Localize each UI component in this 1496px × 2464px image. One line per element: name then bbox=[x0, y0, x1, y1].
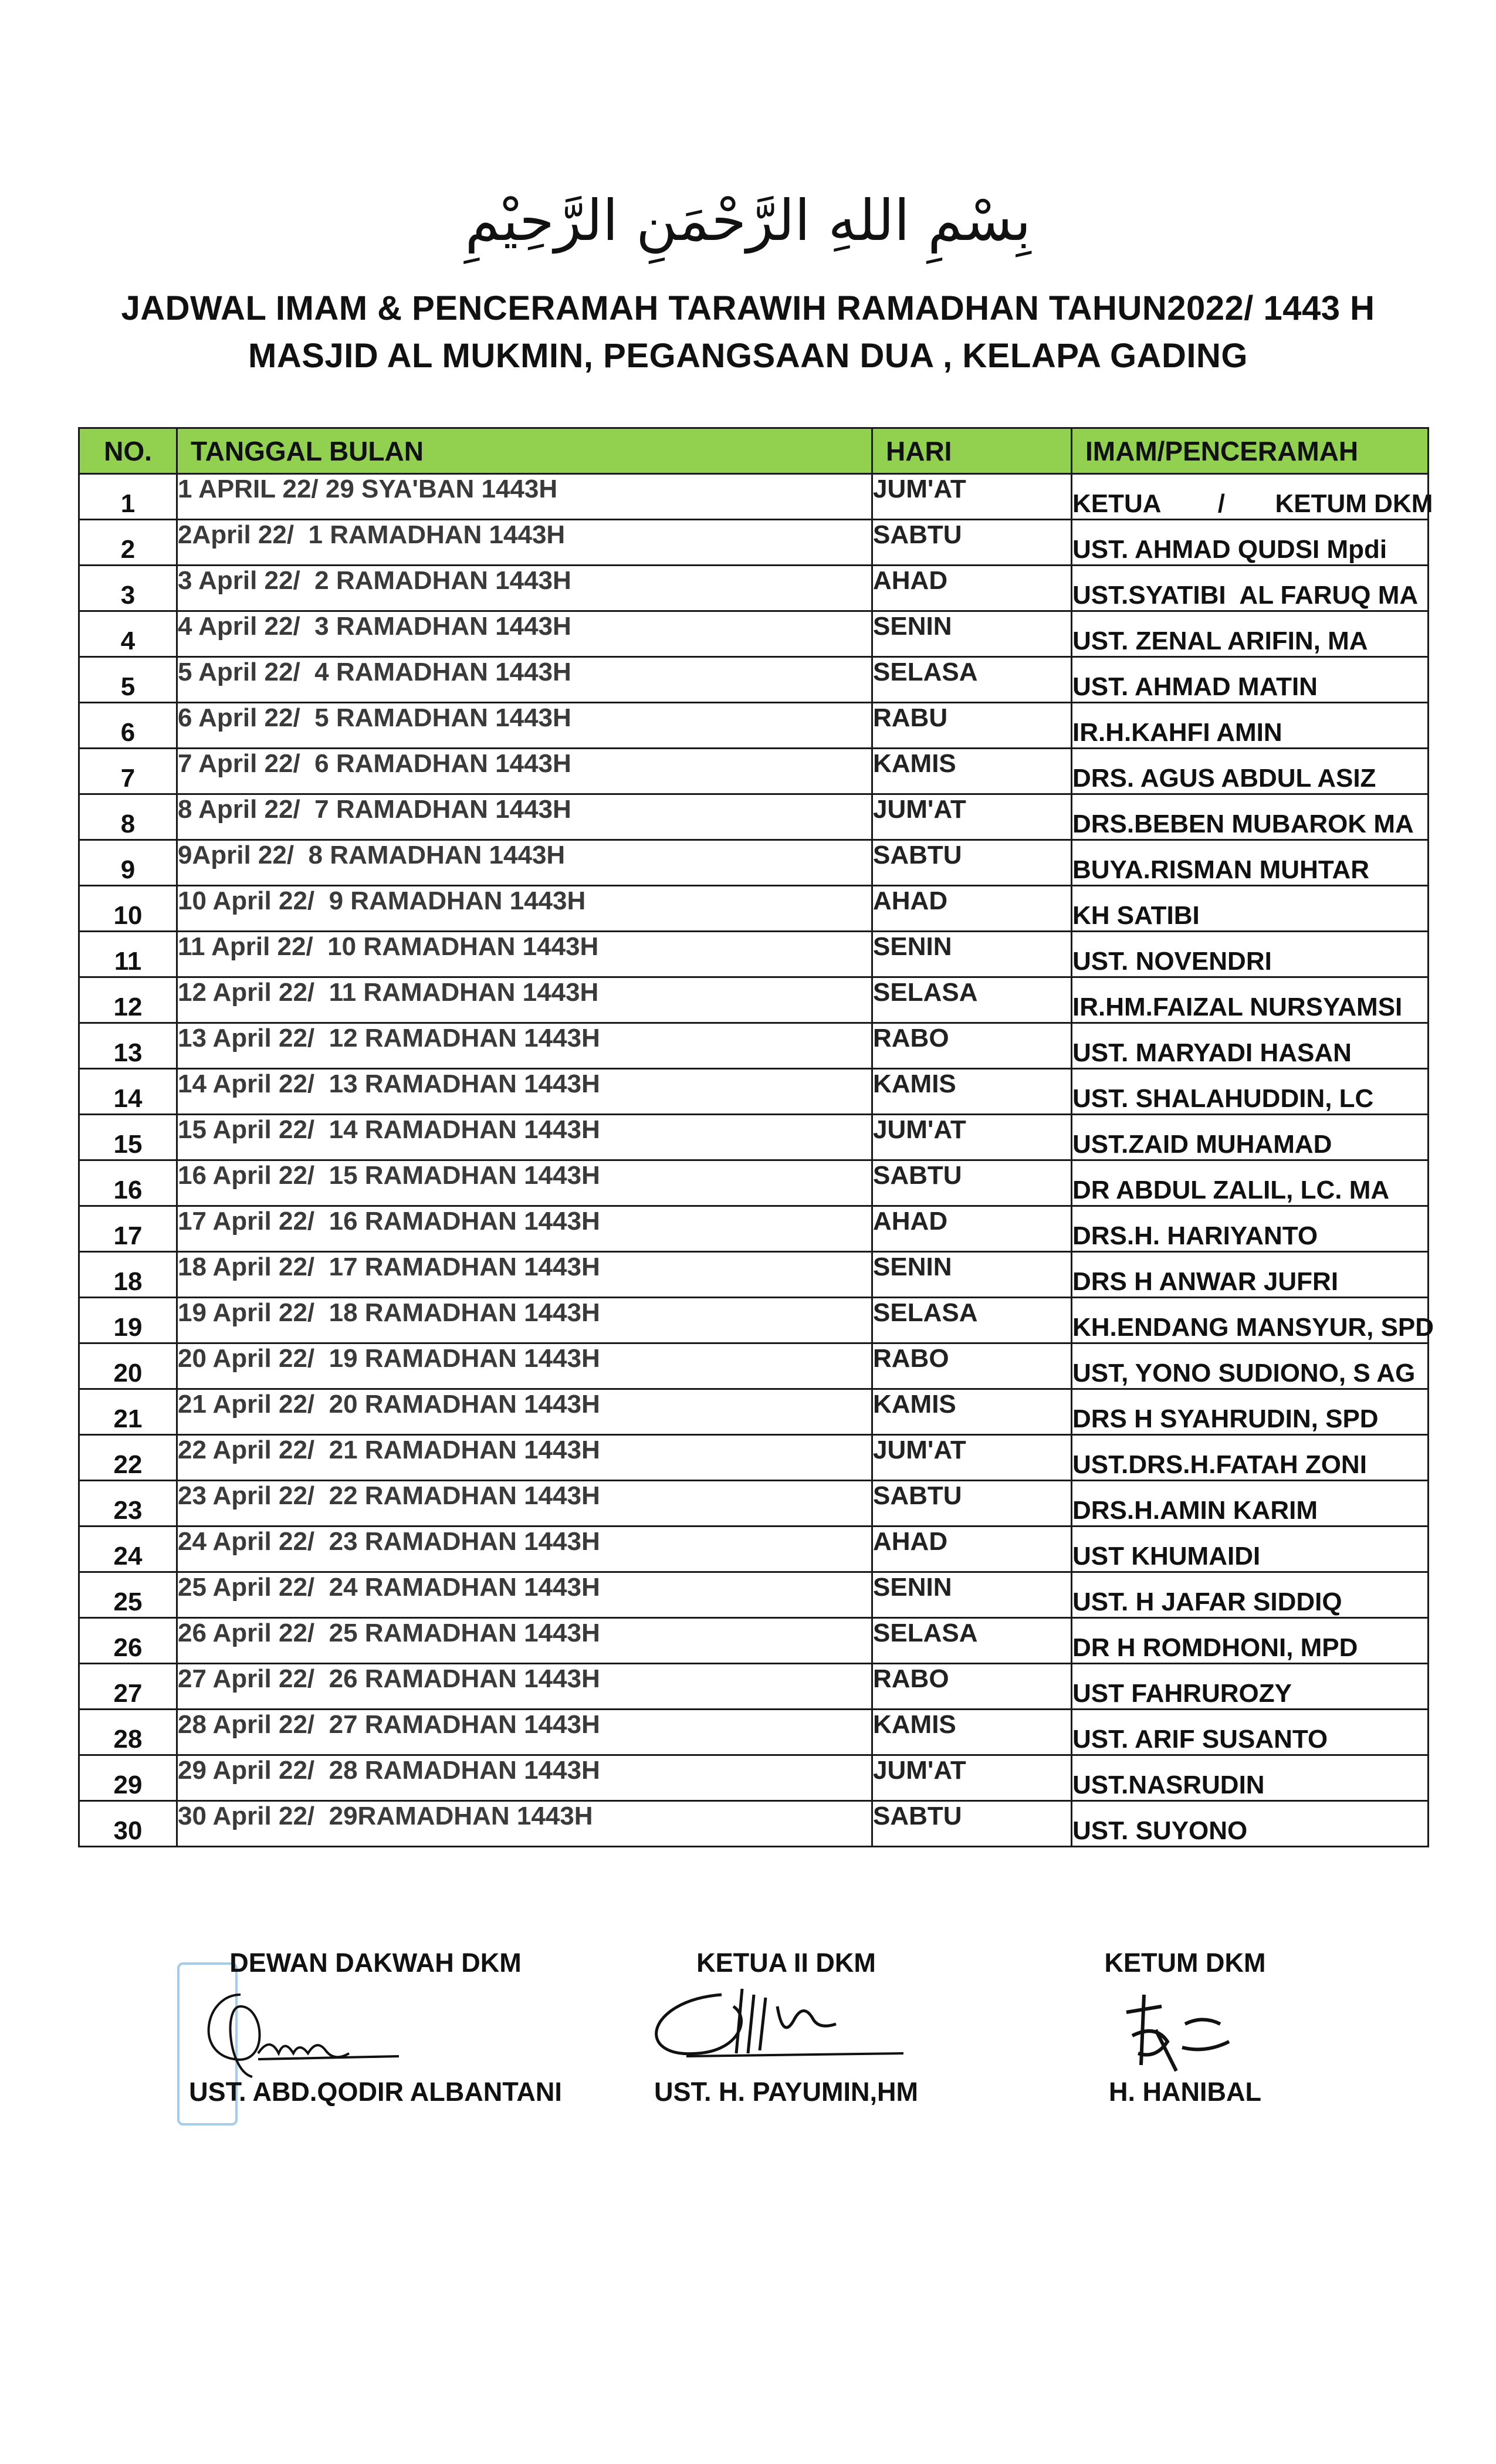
table-row bbox=[79, 1664, 1429, 1710]
row-day: RABO bbox=[872, 1664, 1072, 1710]
table-row bbox=[79, 1389, 1429, 1435]
row-imam: UST. NOVENDRI bbox=[1072, 932, 1429, 977]
table-row bbox=[79, 1435, 1429, 1481]
row-number: 17 bbox=[79, 1206, 177, 1252]
row-number: 8 bbox=[79, 794, 177, 840]
row-imam: DRS.H.AMIN KARIM bbox=[1072, 1481, 1429, 1527]
row-date: 4 April 22/ 3 RAMADHAN 1443H bbox=[177, 611, 872, 657]
col-header-day: HARI bbox=[872, 428, 1072, 474]
row-imam: UST.DRS.H.FATAH ZONI bbox=[1072, 1435, 1429, 1481]
row-imam: UST. AHMAD MATIN bbox=[1072, 657, 1429, 703]
row-date: 29 April 22/ 28 RAMADHAN 1443H bbox=[177, 1755, 872, 1801]
row-imam: BUYA.RISMAN MUHTAR bbox=[1072, 840, 1429, 886]
table-row bbox=[79, 520, 1429, 566]
row-day: SENIN bbox=[872, 1252, 1072, 1298]
row-day: RABU bbox=[872, 703, 1072, 749]
row-day: SABTU bbox=[872, 1801, 1072, 1847]
row-number: 27 bbox=[79, 1664, 177, 1710]
table-row bbox=[79, 794, 1429, 840]
row-day: KAMIS bbox=[872, 1710, 1072, 1755]
document-subtitle: MASJID AL MUKMIN, PEGANGSAAN DUA , KELAPA GADING bbox=[248, 337, 1248, 375]
row-date: 16 April 22/ 15 RAMADHAN 1443H bbox=[177, 1160, 872, 1206]
row-imam: UST. AHMAD QUDSI Mpdi bbox=[1072, 520, 1429, 566]
row-date: 7 April 22/ 6 RAMADHAN 1443H bbox=[177, 749, 872, 794]
signature-title: KETUA II DKM bbox=[696, 1948, 876, 1978]
table-row bbox=[79, 1801, 1429, 1847]
row-imam: DR ABDUL ZALIL, LC. MA bbox=[1072, 1160, 1429, 1206]
row-imam: DRS.BEBEN MUBAROK MA bbox=[1072, 794, 1429, 840]
row-day: AHAD bbox=[872, 566, 1072, 611]
row-date: 28 April 22/ 27 RAMADHAN 1443H bbox=[177, 1710, 872, 1755]
row-number: 15 bbox=[79, 1115, 177, 1160]
row-date: 15 April 22/ 14 RAMADHAN 1443H bbox=[177, 1115, 872, 1160]
row-day: KAMIS bbox=[872, 749, 1072, 794]
signature-title: DEWAN DAKWAH DKM bbox=[229, 1948, 522, 1978]
row-number: 11 bbox=[79, 932, 177, 977]
row-number: 28 bbox=[79, 1710, 177, 1755]
table-row bbox=[79, 611, 1429, 657]
document-title: JADWAL IMAM & PENCERAMAH TARAWIH RAMADHAN TAHUN2022/ 1443 H bbox=[121, 289, 1375, 327]
row-date: 24 April 22/ 23 RAMADHAN 1443H bbox=[177, 1527, 872, 1572]
row-imam: UST. ARIF SUSANTO bbox=[1072, 1710, 1429, 1755]
row-date: 27 April 22/ 26 RAMADHAN 1443H bbox=[177, 1664, 872, 1710]
signature-title: KETUM DKM bbox=[1104, 1948, 1266, 1978]
col-header-no: NO. bbox=[79, 428, 177, 474]
row-day: AHAD bbox=[872, 1527, 1072, 1572]
signature-name: H. HANIBAL bbox=[1109, 2077, 1261, 2107]
table-row bbox=[79, 977, 1429, 1023]
row-date: 5 April 22/ 4 RAMADHAN 1443H bbox=[177, 657, 872, 703]
table-row bbox=[79, 1160, 1429, 1206]
row-date: 13 April 22/ 12 RAMADHAN 1443H bbox=[177, 1023, 872, 1069]
row-number: 3 bbox=[79, 566, 177, 611]
row-day: SELASA bbox=[872, 1618, 1072, 1664]
row-number: 6 bbox=[79, 703, 177, 749]
row-number: 7 bbox=[79, 749, 177, 794]
signature-block-ketum bbox=[1050, 1948, 1320, 2107]
col-header-separator: / bbox=[1157, 435, 1165, 466]
row-imam: UST.SYATIBI AL FARUQ MA bbox=[1072, 566, 1429, 611]
col-header-penceramah-label: PENCERAMAH bbox=[1165, 435, 1359, 466]
row-date: 2April 22/ 1 RAMADHAN 1443H bbox=[177, 520, 872, 566]
row-day: JUM'AT bbox=[872, 794, 1072, 840]
row-imam: DRS.H. HARIYANTO bbox=[1072, 1206, 1429, 1252]
row-day: SELASA bbox=[872, 657, 1072, 703]
row-date: 26 April 22/ 25 RAMADHAN 1443H bbox=[177, 1618, 872, 1664]
row-date: 8 April 22/ 7 RAMADHAN 1443H bbox=[177, 794, 872, 840]
row-imam: KETUA / KETUM DKM bbox=[1072, 474, 1429, 520]
handwritten-signature bbox=[634, 1971, 939, 2089]
row-date: 21 April 22/ 20 RAMADHAN 1443H bbox=[177, 1389, 872, 1435]
row-date: 22 April 22/ 21 RAMADHAN 1443H bbox=[177, 1435, 872, 1481]
col-header-imam-label: IMAM bbox=[1085, 435, 1157, 466]
row-imam: KH SATIBI bbox=[1072, 886, 1429, 932]
col-header-imam bbox=[1072, 428, 1429, 474]
table-header-row bbox=[79, 428, 1429, 474]
row-number: 20 bbox=[79, 1343, 177, 1389]
table-row bbox=[79, 566, 1429, 611]
row-number: 14 bbox=[79, 1069, 177, 1115]
signature-name: UST. H. PAYUMIN,HM bbox=[654, 2077, 919, 2107]
schedule-table bbox=[78, 427, 1434, 1847]
row-day: RABO bbox=[872, 1343, 1072, 1389]
row-date: 17 April 22/ 16 RAMADHAN 1443H bbox=[177, 1206, 872, 1252]
row-date: 14 April 22/ 13 RAMADHAN 1443H bbox=[177, 1069, 872, 1115]
row-date: 18 April 22/ 17 RAMADHAN 1443H bbox=[177, 1252, 872, 1298]
row-day: RABO bbox=[872, 1023, 1072, 1069]
row-number: 16 bbox=[79, 1160, 177, 1206]
row-day: JUM'AT bbox=[872, 474, 1072, 520]
row-imam: DRS H SYAHRUDIN, SPD bbox=[1072, 1389, 1429, 1435]
row-imam: UST. SHALAHUDDIN, LC bbox=[1072, 1069, 1429, 1115]
handwritten-signature bbox=[1050, 1971, 1320, 2089]
table-row bbox=[79, 474, 1429, 520]
row-number: 26 bbox=[79, 1618, 177, 1664]
signature-block-dewan-dakwah bbox=[170, 1948, 581, 2107]
row-imam: KH.ENDANG MANSYUR, SPD bbox=[1072, 1298, 1429, 1343]
row-number: 22 bbox=[79, 1435, 177, 1481]
row-number: 30 bbox=[79, 1801, 177, 1847]
row-day: AHAD bbox=[872, 886, 1072, 932]
row-imam: UST KHUMAIDI bbox=[1072, 1527, 1429, 1572]
table-row bbox=[79, 840, 1429, 886]
table-row bbox=[79, 1206, 1429, 1252]
row-imam: UST. H JAFAR SIDDIQ bbox=[1072, 1572, 1429, 1618]
table-row bbox=[79, 1252, 1429, 1298]
handwritten-signature bbox=[170, 1971, 581, 2089]
row-number: 9 bbox=[79, 840, 177, 886]
row-day: JUM'AT bbox=[872, 1755, 1072, 1801]
row-imam: UST, YONO SUDIONO, S AG bbox=[1072, 1343, 1429, 1389]
table-row bbox=[79, 1755, 1429, 1801]
row-number: 4 bbox=[79, 611, 177, 657]
row-day: JUM'AT bbox=[872, 1435, 1072, 1481]
row-number: 13 bbox=[79, 1023, 177, 1069]
col-header-date: TANGGAL BULAN bbox=[177, 428, 872, 474]
table-row bbox=[79, 657, 1429, 703]
row-day: SABTU bbox=[872, 1481, 1072, 1527]
row-date: 19 April 22/ 18 RAMADHAN 1443H bbox=[177, 1298, 872, 1343]
row-imam: UST.ZAID MUHAMAD bbox=[1072, 1115, 1429, 1160]
row-day: SENIN bbox=[872, 1572, 1072, 1618]
row-number: 1 bbox=[79, 474, 177, 520]
row-number: 29 bbox=[79, 1755, 177, 1801]
row-date: 1 APRIL 22/ 29 SYA'BAN 1443H bbox=[177, 474, 872, 520]
row-imam: DR H ROMDHONI, MPD bbox=[1072, 1618, 1429, 1664]
table-row bbox=[79, 1572, 1429, 1618]
row-day: SABTU bbox=[872, 840, 1072, 886]
row-number: 24 bbox=[79, 1527, 177, 1572]
row-imam: UST.NASRUDIN bbox=[1072, 1755, 1429, 1801]
row-number: 19 bbox=[79, 1298, 177, 1343]
row-date: 11 April 22/ 10 RAMADHAN 1443H bbox=[177, 932, 872, 977]
signature-block-ketua-ii bbox=[634, 1948, 939, 2107]
table-row bbox=[79, 1069, 1429, 1115]
row-day: SENIN bbox=[872, 611, 1072, 657]
row-imam: UST. SUYONO bbox=[1072, 1801, 1429, 1847]
row-imam: UST. ZENAL ARIFIN, MA bbox=[1072, 611, 1429, 657]
row-imam: DRS. AGUS ABDUL ASIZ bbox=[1072, 749, 1429, 794]
row-number: 2 bbox=[79, 520, 177, 566]
row-date: 10 April 22/ 9 RAMADHAN 1443H bbox=[177, 886, 872, 932]
row-date: 30 April 22/ 29RAMADHAN 1443H bbox=[177, 1801, 872, 1847]
row-imam: IR.HM.FAIZAL NURSYAMSI bbox=[1072, 977, 1429, 1023]
row-day: SENIN bbox=[872, 932, 1072, 977]
row-number: 21 bbox=[79, 1389, 177, 1435]
row-day: SABTU bbox=[872, 520, 1072, 566]
row-date: 3 April 22/ 2 RAMADHAN 1443H bbox=[177, 566, 872, 611]
row-number: 10 bbox=[79, 886, 177, 932]
bismillah-heading: بِسْمِ اللهِ الرَّحْمَنِ الرَّحِيْمِ bbox=[465, 188, 1031, 253]
row-number: 23 bbox=[79, 1481, 177, 1527]
table-row bbox=[79, 1298, 1429, 1343]
table-row bbox=[79, 1115, 1429, 1160]
row-day: KAMIS bbox=[872, 1069, 1072, 1115]
table-row bbox=[79, 932, 1429, 977]
row-number: 25 bbox=[79, 1572, 177, 1618]
row-date: 12 April 22/ 11 RAMADHAN 1443H bbox=[177, 977, 872, 1023]
table-row bbox=[79, 749, 1429, 794]
row-date: 23 April 22/ 22 RAMADHAN 1443H bbox=[177, 1481, 872, 1527]
row-date: 25 April 22/ 24 RAMADHAN 1443H bbox=[177, 1572, 872, 1618]
table-row bbox=[79, 1618, 1429, 1664]
signature-name: UST. ABD.QODIR ALBANTANI bbox=[189, 2077, 562, 2107]
table-row bbox=[79, 1527, 1429, 1572]
table-row bbox=[79, 1481, 1429, 1527]
row-imam: IR.H.KAHFI AMIN bbox=[1072, 703, 1429, 749]
row-day: JUM'AT bbox=[872, 1115, 1072, 1160]
row-number: 12 bbox=[79, 977, 177, 1023]
row-number: 5 bbox=[79, 657, 177, 703]
row-day: AHAD bbox=[872, 1206, 1072, 1252]
row-imam: UST. MARYADI HASAN bbox=[1072, 1023, 1429, 1069]
row-number: 18 bbox=[79, 1252, 177, 1298]
table-row bbox=[79, 1023, 1429, 1069]
row-day: SABTU bbox=[872, 1160, 1072, 1206]
table-row bbox=[79, 886, 1429, 932]
row-date: 9April 22/ 8 RAMADHAN 1443H bbox=[177, 840, 872, 886]
row-imam: DRS H ANWAR JUFRI bbox=[1072, 1252, 1429, 1298]
row-imam: UST FAHRUROZY bbox=[1072, 1664, 1429, 1710]
table-row bbox=[79, 1343, 1429, 1389]
table-row bbox=[79, 1710, 1429, 1755]
row-day: SELASA bbox=[872, 1298, 1072, 1343]
row-date: 6 April 22/ 5 RAMADHAN 1443H bbox=[177, 703, 872, 749]
row-date: 20 April 22/ 19 RAMADHAN 1443H bbox=[177, 1343, 872, 1389]
row-day: SELASA bbox=[872, 977, 1072, 1023]
table-row bbox=[79, 703, 1429, 749]
row-day: KAMIS bbox=[872, 1389, 1072, 1435]
